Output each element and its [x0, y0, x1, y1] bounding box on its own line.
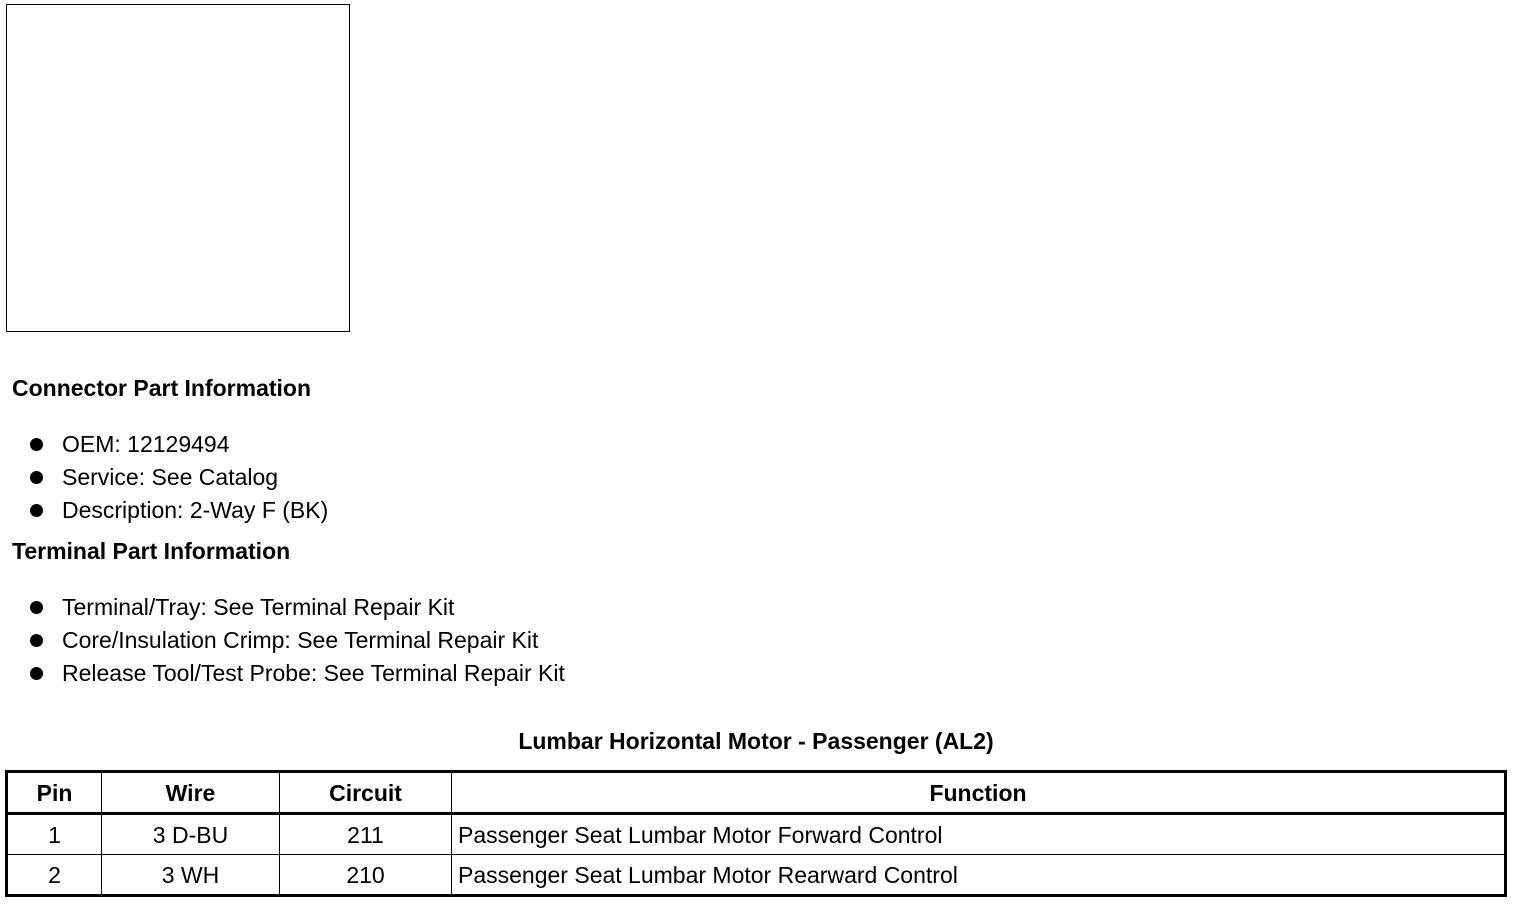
connector-info-service: Service: See Catalog: [62, 464, 279, 490]
pinout-table-title: Lumbar Horizontal Motor - Passenger (AL2): [518, 728, 994, 754]
bullet-icon: [30, 504, 43, 517]
connector-info-description: Description: 2-Way F (BK): [62, 497, 329, 523]
cell-circuit: 210: [280, 855, 452, 896]
connector-info-heading: Connector Part Information: [12, 375, 312, 401]
cell-wire: 3 D-BU: [102, 814, 280, 855]
connector-image-placeholder: [6, 4, 350, 332]
bullet-icon: [30, 438, 43, 451]
cell-function: Passenger Seat Lumbar Motor Rearward Control: [452, 855, 1506, 896]
terminal-info-crimp: Core/Insulation Crimp: See Terminal Repair Kit: [62, 627, 539, 653]
column-header-pin: Pin: [7, 772, 102, 814]
column-header-wire: Wire: [102, 772, 280, 814]
bullet-icon: [30, 634, 43, 647]
cell-function: Passenger Seat Lumbar Motor Forward Control: [452, 814, 1506, 855]
cell-pin: 2: [7, 855, 102, 896]
table-header-row: [7, 772, 1506, 814]
connector-info-oem: OEM: 12129494: [62, 431, 230, 457]
terminal-info-tray: Terminal/Tray: See Terminal Repair Kit: [62, 594, 455, 620]
bullet-icon: [30, 667, 43, 680]
pinout-table: [5, 770, 1507, 897]
table-row: [7, 814, 1506, 855]
cell-circuit: 211: [280, 814, 452, 855]
column-header-function: Function: [452, 772, 1506, 814]
bullet-icon: [30, 601, 43, 614]
column-header-circuit: Circuit: [280, 772, 452, 814]
terminal-info-release-tool: Release Tool/Test Probe: See Terminal Repair Kit: [62, 660, 565, 686]
cell-wire: 3 WH: [102, 855, 280, 896]
terminal-info-heading: Terminal Part Information: [12, 538, 291, 564]
bullet-icon: [30, 471, 43, 484]
cell-pin: 1: [7, 814, 102, 855]
table-row: [7, 855, 1506, 896]
